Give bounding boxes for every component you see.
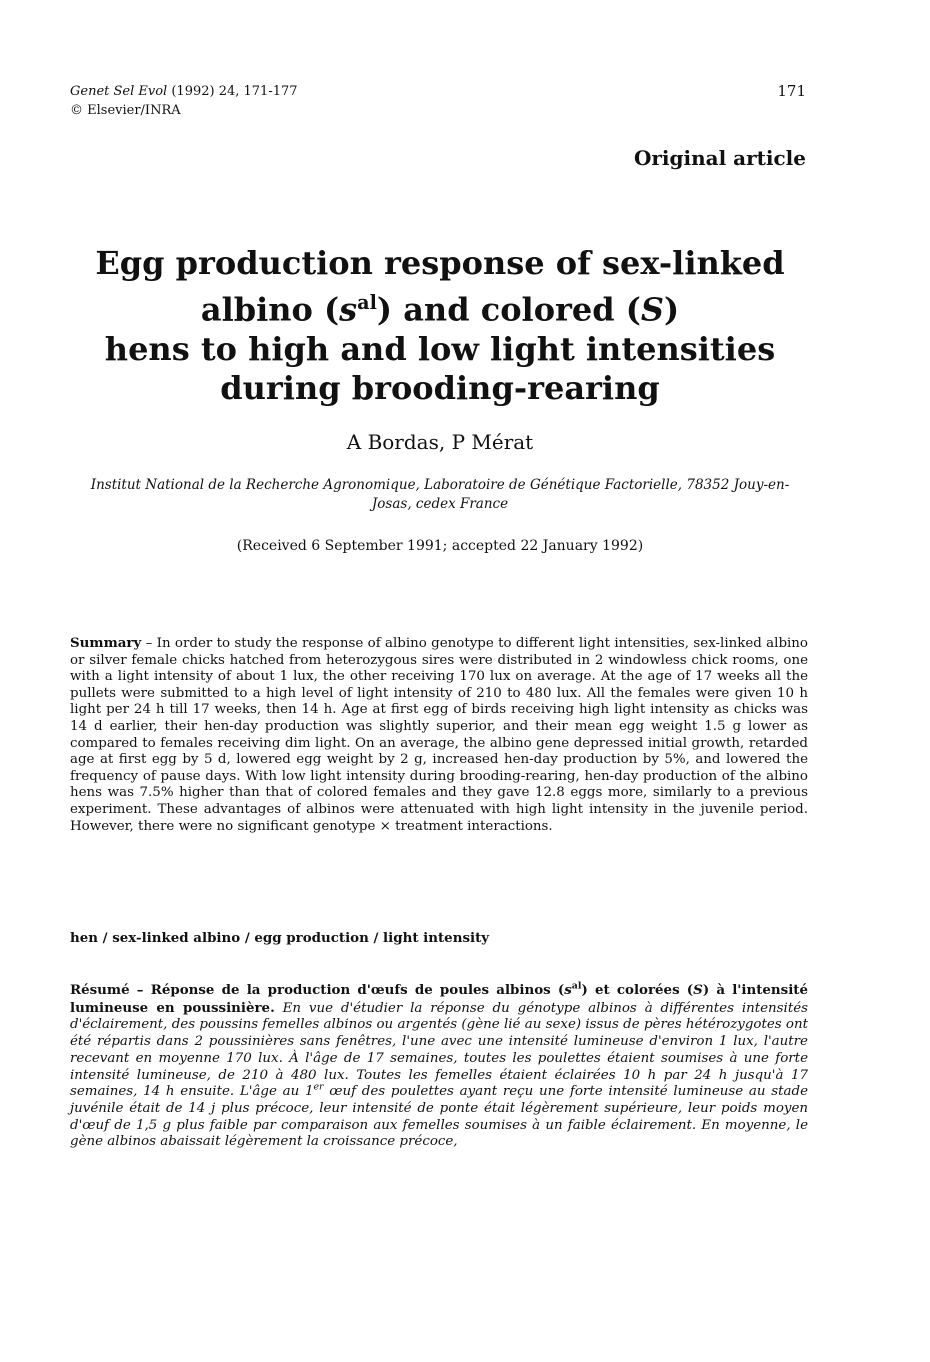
keywords: hen / sex-linked albino / egg production / light intensity [70,930,490,946]
summary-paragraph [70,635,808,835]
allele-symbol: s [564,982,572,998]
affiliation: Institut National de la Recherche Agronomique, Laboratoire de Génétique Factorielle, 78352 Jouy-en-Josas, cedex France [90,477,790,512]
resume-text [70,1001,808,1150]
received-dates: (Received 6 September 1991; accepted 22 January 1992) [236,538,644,554]
resume-label-text: ) à l'intensité lumineuse en poussinière. [70,982,808,1016]
journal-name: Genet Sel Evol [70,84,168,99]
resume-text-part: En vue d'étudier la réponse du génotype albinos à différentes intensités d'éclairement, des poussins femelles albinos ou argentés (gène lié au sexe) issus de pères hétérozygotes ont été répartis dans 2 poussinières sans fenêtres, l'une avec une intensité lumineuse d'environ 1 lux, l'autre recevant en moyenne 170 lux. À l'âge de 17 semaines, toutes les poulettes étaient soumises à une forte intensité lumineuse, de 210 à 480 lux. Toutes les femelles étaient éclairées 10 h par 24 h jusqu'à 17 semaines, 14 h ensuite. L'âge au 1 [70,1000,808,1100]
title-text: ) [664,290,680,329]
title-line-1: Egg production response of sex-linked [95,244,785,282]
allele-symbol: S [640,290,665,329]
article-title [90,244,790,408]
title-line-4: during brooding-rearing [220,368,660,407]
title-text: ) and colored ( [376,290,641,329]
allele-superscript: al [571,980,582,992]
citation-details: (1992) 24, 171-177 [167,84,298,99]
allele-symbol: s [339,290,358,329]
allele-superscript: al [357,291,377,314]
resume-label-text: Résumé – Réponse de la production d'œufs de poules albinos ( [70,982,565,998]
summary-label: Summary [70,635,142,651]
citation-line [70,82,298,101]
title-line-2 [90,283,790,330]
ordinal-superscript: er [313,1081,324,1093]
page-number: 171 [777,82,806,100]
title-line-3: hens to high and low light intensities [104,329,776,368]
running-header [70,82,298,120]
article-type: Original article [633,146,806,170]
resume-paragraph [70,982,808,1151]
copyright-line: © Elsevier/INRA [70,103,181,118]
resume-text-part: œuf des poulettes ayant reçu une forte intensité lumineuse au stade juvénile était de 14 j plus précoce, leur intensité de ponte était légèrement supérieure, leur poids moyen d'œuf de 1,5 g plus faible par comparaison aux femelles soumises à un faible éclairement. En moyenne, le gène albinos abaissait légèrement la croissance précoce, [70,1084,808,1150]
allele-symbol: S [693,982,703,998]
summary-text: – In order to study the response of albino genotype to different light intensities, sex-linked albino or silver female chicks hatched from heterozygous sires were distributed in 2 windowless chick rooms, one with a light intensity of about 1 lux, the other receiving 170 lux on average. At the age of 17 weeks all the pullets were submitted to a high level of light intensity of 210 to 480 lux. All the females were given 10 h light per 24 h till 17 weeks, then 14 h. Age at first egg of birds receiving high light intensity as chicks was 14 d earlier, their hen-day production was slightly superior, and their mean egg weight 1.5 g lower as compared to females receiving dim light. On an average, the albino gene depressed initial growth, retarded age at first egg by 5 d, lowered egg weight by 2 g, increased hen-day production by 5%, and lowered the frequency of pause days. With low light intensity during brooding-rearing, hen-day production of the albino hens was 7.5% higher than that of colored females and they gave 12.8 eggs more, similarly to a previous experiment. These advantages of albinos were attenuated with high light intensity in the juvenile period. However, there were no significant genotype × treatment interactions. [70,636,808,834]
authors: A Bordas, P Mérat [346,430,534,454]
title-text: albino ( [200,290,340,329]
resume-label-text: ) et colorées ( [581,982,694,998]
